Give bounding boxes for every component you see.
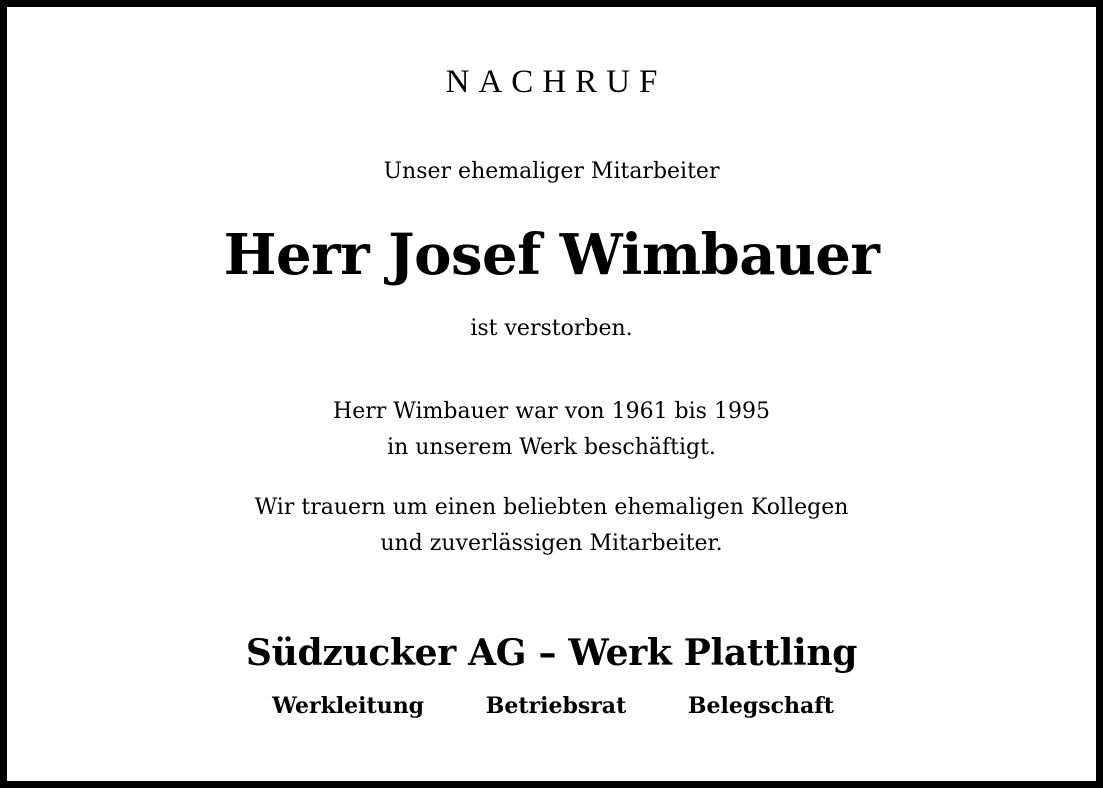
deceased-text: ist verstorben. <box>470 316 633 341</box>
signatory-belegschaft: Belegschaft <box>687 693 834 719</box>
obituary-heading: NACHRUF <box>445 64 667 100</box>
employment-line-2: in unserem Werk beschäftigt. <box>387 435 716 460</box>
signatories <box>0 688 1103 724</box>
company-name: Südzucker AG – Werk Plattling <box>245 632 858 674</box>
signatory-betriebsrat: Betriebsrat <box>485 693 627 719</box>
mourning-line-2: und zuverlässigen Mitarbeiter. <box>380 531 723 556</box>
mourning-text <box>0 490 1103 562</box>
mourning-line-1: Wir trauern um einen beliebten ehemaligen Kollegen <box>254 495 849 520</box>
employment-text <box>0 394 1103 466</box>
deceased-name: Herr Josef Wimbauer <box>223 222 880 288</box>
employment-line-1: Herr Wimbauer war von 1961 bis 1995 <box>333 399 770 424</box>
intro-text: Unser ehemaliger Mitarbeiter <box>383 159 720 184</box>
signatory-werkleitung: Werkleitung <box>272 693 425 719</box>
